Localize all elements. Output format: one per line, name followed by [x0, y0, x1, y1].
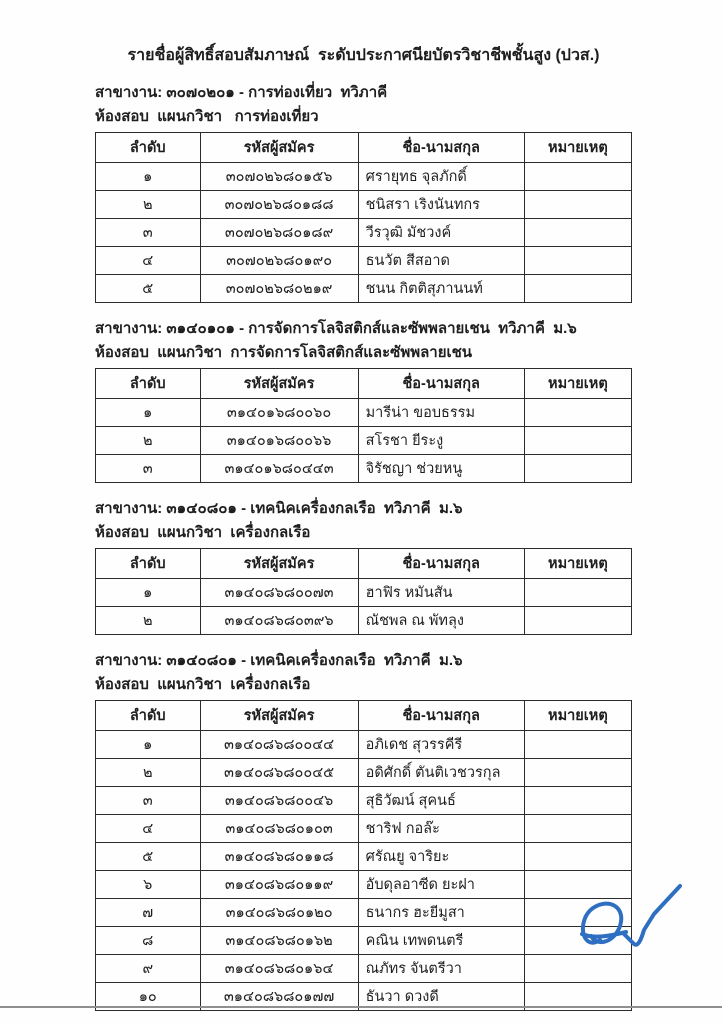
- table-header-row: [96, 549, 632, 579]
- cell-order-number: ๑: [96, 731, 201, 759]
- cell-full-name: อดิศักดิ์ ตันติเวชวรกุล: [358, 759, 524, 787]
- cell-remark: [524, 191, 631, 219]
- cell-full-name: ชนน กิตติสุภานนท์: [358, 275, 524, 303]
- table-row: [96, 399, 632, 427]
- cell-full-name: มารีน่า ขอบธรรม: [358, 399, 524, 427]
- cell-remark: [524, 815, 631, 843]
- column-header-no: ลำดับ: [96, 369, 201, 399]
- cell-applicant-code: ๓๑๔๐๑๖๘๐๐๖๖: [200, 427, 358, 455]
- column-header-no: ลำดับ: [96, 701, 201, 731]
- table-row: [96, 191, 632, 219]
- cell-order-number: ๕: [96, 843, 201, 871]
- cell-order-number: ๕: [96, 275, 201, 303]
- table-row: [96, 275, 632, 303]
- program-heading: สาขางาน: ๓๑๔๐๘๐๑ - เทคนิคเครื่องกลเรือ ทวิภาคี ม.๖: [95, 652, 463, 669]
- column-header-code: รหัสผู้สมัคร: [200, 369, 358, 399]
- cell-applicant-code: ๓๑๔๐๘๖๘๐๑๖๒: [200, 927, 358, 955]
- table-row: [96, 455, 632, 483]
- cell-order-number: ๙: [96, 955, 201, 983]
- cell-applicant-code: ๓๐๗๐๒๖๘๐๑๘๙: [200, 219, 358, 247]
- candidates-table: [95, 548, 632, 635]
- table-row: [96, 787, 632, 815]
- cell-full-name: คณิน เทพดนตรี: [358, 927, 524, 955]
- cell-applicant-code: ๓๑๔๐๘๖๘๐๑๐๓: [200, 815, 358, 843]
- page-title: รายชื่อผู้สิทธิ์สอบสัมภาษณ์ ระดับประกาศนียบัตรวิชาชีพชั้นสูง (ปวส.): [127, 47, 600, 64]
- cell-remark: [524, 275, 631, 303]
- exam-room-heading: ห้องสอบ แผนกวิชา เครื่องกลเรือ: [95, 524, 311, 541]
- cell-full-name: จิรัชญา ช่วยหนู: [358, 455, 524, 483]
- cell-remark: [524, 759, 631, 787]
- cell-remark: [524, 955, 631, 983]
- cell-applicant-code: ๓๑๔๐๘๖๘๐๑๒๐: [200, 899, 358, 927]
- candidates-table: [95, 368, 632, 483]
- scan-edge-line: [0, 1006, 722, 1008]
- table-body: [96, 399, 632, 483]
- program-section: [95, 648, 632, 1011]
- table-body: [96, 731, 632, 1011]
- column-header-code: รหัสผู้สมัคร: [200, 701, 358, 731]
- cell-order-number: ๗: [96, 899, 201, 927]
- cell-full-name: ธันวา ดวงดี: [358, 983, 524, 1011]
- cell-order-number: ๒: [96, 759, 201, 787]
- cell-applicant-code: ๓๐๗๐๒๖๘๐๑๙๐: [200, 247, 358, 275]
- column-header-note: หมายเหตุ: [524, 549, 631, 579]
- column-header-code: รหัสผู้สมัคร: [200, 133, 358, 163]
- table-row: [96, 427, 632, 455]
- cell-full-name: วีรวุฒิ มัชวงค์: [358, 219, 524, 247]
- cell-order-number: ๑: [96, 579, 201, 607]
- column-header-name: ชื่อ-นามสกุล: [358, 701, 524, 731]
- cell-full-name: สโรชา ยีระงู: [358, 427, 524, 455]
- cell-applicant-code: ๓๑๔๐๘๖๘๐๑๗๗: [200, 983, 358, 1011]
- cell-full-name: ณัชพล ณ พัทลุง: [358, 607, 524, 635]
- cell-order-number: ๖: [96, 871, 201, 899]
- cell-order-number: ๓: [96, 455, 201, 483]
- cell-full-name: ฮาฟิร หมันสัน: [358, 579, 524, 607]
- cell-remark: [524, 607, 631, 635]
- cell-remark: [524, 899, 631, 927]
- cell-order-number: ๑: [96, 163, 201, 191]
- cell-order-number: ๓: [96, 787, 201, 815]
- cell-full-name: ศรัณยู จาริยะ: [358, 843, 524, 871]
- column-header-name: ชื่อ-นามสกุล: [358, 369, 524, 399]
- cell-full-name: ศรายุทธ จุลภักดิ์: [358, 163, 524, 191]
- exam-room-heading: ห้องสอบ แผนกวิชา การจัดการโลจิสติกส์และซัพพลายเชน: [95, 344, 473, 361]
- table-row: [96, 731, 632, 759]
- column-header-code: รหัสผู้สมัคร: [200, 549, 358, 579]
- document-content: [95, 44, 632, 1011]
- cell-remark: [524, 579, 631, 607]
- table-row: [96, 955, 632, 983]
- candidates-table: [95, 700, 632, 1011]
- cell-remark: [524, 455, 631, 483]
- candidates-table: [95, 132, 632, 303]
- cell-applicant-code: ๓๑๔๐๘๖๘๐๑๑๙: [200, 871, 358, 899]
- table-header-row: [96, 701, 632, 731]
- cell-applicant-code: ๓๑๔๐๘๖๘๐๓๙๖: [200, 607, 358, 635]
- table-row: [96, 899, 632, 927]
- cell-remark: [524, 427, 631, 455]
- program-heading: สาขางาน: ๓๐๗๐๒๐๑ - การท่องเที่ยว ทวิภาคี: [95, 84, 388, 101]
- column-header-no: ลำดับ: [96, 133, 201, 163]
- cell-applicant-code: ๓๑๔๐๘๖๘๐๐๗๓: [200, 579, 358, 607]
- cell-full-name: ชนิสรา เริงนันทกร: [358, 191, 524, 219]
- table-row: [96, 871, 632, 899]
- table-row: [96, 927, 632, 955]
- column-header-name: ชื่อ-นามสกุล: [358, 549, 524, 579]
- cell-full-name: อับดุลอาซีด ยะฝา: [358, 871, 524, 899]
- program-heading: สาขางาน: ๓๑๔๐๑๐๑ - การจัดการโลจิสติกส์และซัพพลายเชน ทวิภาคี ม.๖: [95, 320, 577, 337]
- cell-full-name: ชาริฟ กอล๊ะ: [358, 815, 524, 843]
- cell-order-number: ๒: [96, 191, 201, 219]
- cell-order-number: ๑: [96, 399, 201, 427]
- table-row: [96, 815, 632, 843]
- cell-applicant-code: ๓๐๗๐๒๖๘๐๒๑๙: [200, 275, 358, 303]
- sections-container: [95, 80, 632, 1011]
- table-body: [96, 163, 632, 303]
- table-row: [96, 579, 632, 607]
- cell-applicant-code: ๓๑๔๐๘๖๘๐๐๔๖: [200, 787, 358, 815]
- cell-order-number: ๓: [96, 219, 201, 247]
- cell-applicant-code: ๓๑๔๐๘๖๘๐๑๑๘: [200, 843, 358, 871]
- column-header-name: ชื่อ-นามสกุล: [358, 133, 524, 163]
- table-row: [96, 759, 632, 787]
- table-row: [96, 163, 632, 191]
- cell-full-name: ธนวัต สีสอาด: [358, 247, 524, 275]
- column-header-note: หมายเหตุ: [524, 133, 631, 163]
- cell-remark: [524, 927, 631, 955]
- column-header-note: หมายเหตุ: [524, 369, 631, 399]
- cell-remark: [524, 399, 631, 427]
- cell-full-name: ธนากร ฮะยีมูสา: [358, 899, 524, 927]
- cell-remark: [524, 843, 631, 871]
- cell-order-number: ๘: [96, 927, 201, 955]
- table-header-row: [96, 133, 632, 163]
- cell-applicant-code: ๓๑๔๐๘๖๘๐๐๔๔: [200, 731, 358, 759]
- cell-applicant-code: ๓๑๔๐๑๖๘๐๐๖๐: [200, 399, 358, 427]
- cell-order-number: ๒: [96, 607, 201, 635]
- exam-room-heading: ห้องสอบ แผนกวิชา การท่องเที่ยว: [95, 108, 319, 125]
- cell-order-number: ๒: [96, 427, 201, 455]
- cell-order-number: ๑๐: [96, 983, 201, 1011]
- table-body: [96, 579, 632, 635]
- program-section: [95, 496, 632, 635]
- cell-full-name: สุธิวัฒน์ สุคนธ์: [358, 787, 524, 815]
- table-row: [96, 219, 632, 247]
- cell-remark: [524, 219, 631, 247]
- cell-applicant-code: ๓๑๔๐๑๖๘๐๔๔๓: [200, 455, 358, 483]
- cell-full-name: อภิเดช สุวรรคีรี: [358, 731, 524, 759]
- table-header-row: [96, 369, 632, 399]
- column-header-no: ลำดับ: [96, 549, 201, 579]
- table-row: [96, 247, 632, 275]
- cell-full-name: ณภัทร จันตรีวา: [358, 955, 524, 983]
- cell-remark: [524, 247, 631, 275]
- cell-order-number: ๔: [96, 815, 201, 843]
- exam-room-heading: ห้องสอบ แผนกวิชา เครื่องกลเรือ: [95, 676, 311, 693]
- cell-order-number: ๔: [96, 247, 201, 275]
- table-row: [96, 607, 632, 635]
- cell-remark: [524, 787, 631, 815]
- program-section: [95, 316, 632, 483]
- cell-applicant-code: ๓๐๗๐๒๖๘๐๑๘๘: [200, 191, 358, 219]
- cell-applicant-code: ๓๐๗๐๒๖๘๐๑๕๖: [200, 163, 358, 191]
- cell-remark: [524, 731, 631, 759]
- program-section: [95, 80, 632, 303]
- cell-applicant-code: ๓๑๔๐๘๖๘๐๑๖๔: [200, 955, 358, 983]
- cell-remark: [524, 163, 631, 191]
- table-row: [96, 843, 632, 871]
- cell-remark: [524, 871, 631, 899]
- program-heading: สาขางาน: ๓๑๔๐๘๐๑ - เทคนิคเครื่องกลเรือ ทวิภาคี ม.๖: [95, 500, 463, 517]
- cell-applicant-code: ๓๑๔๐๘๖๘๐๐๔๕: [200, 759, 358, 787]
- column-header-note: หมายเหตุ: [524, 701, 631, 731]
